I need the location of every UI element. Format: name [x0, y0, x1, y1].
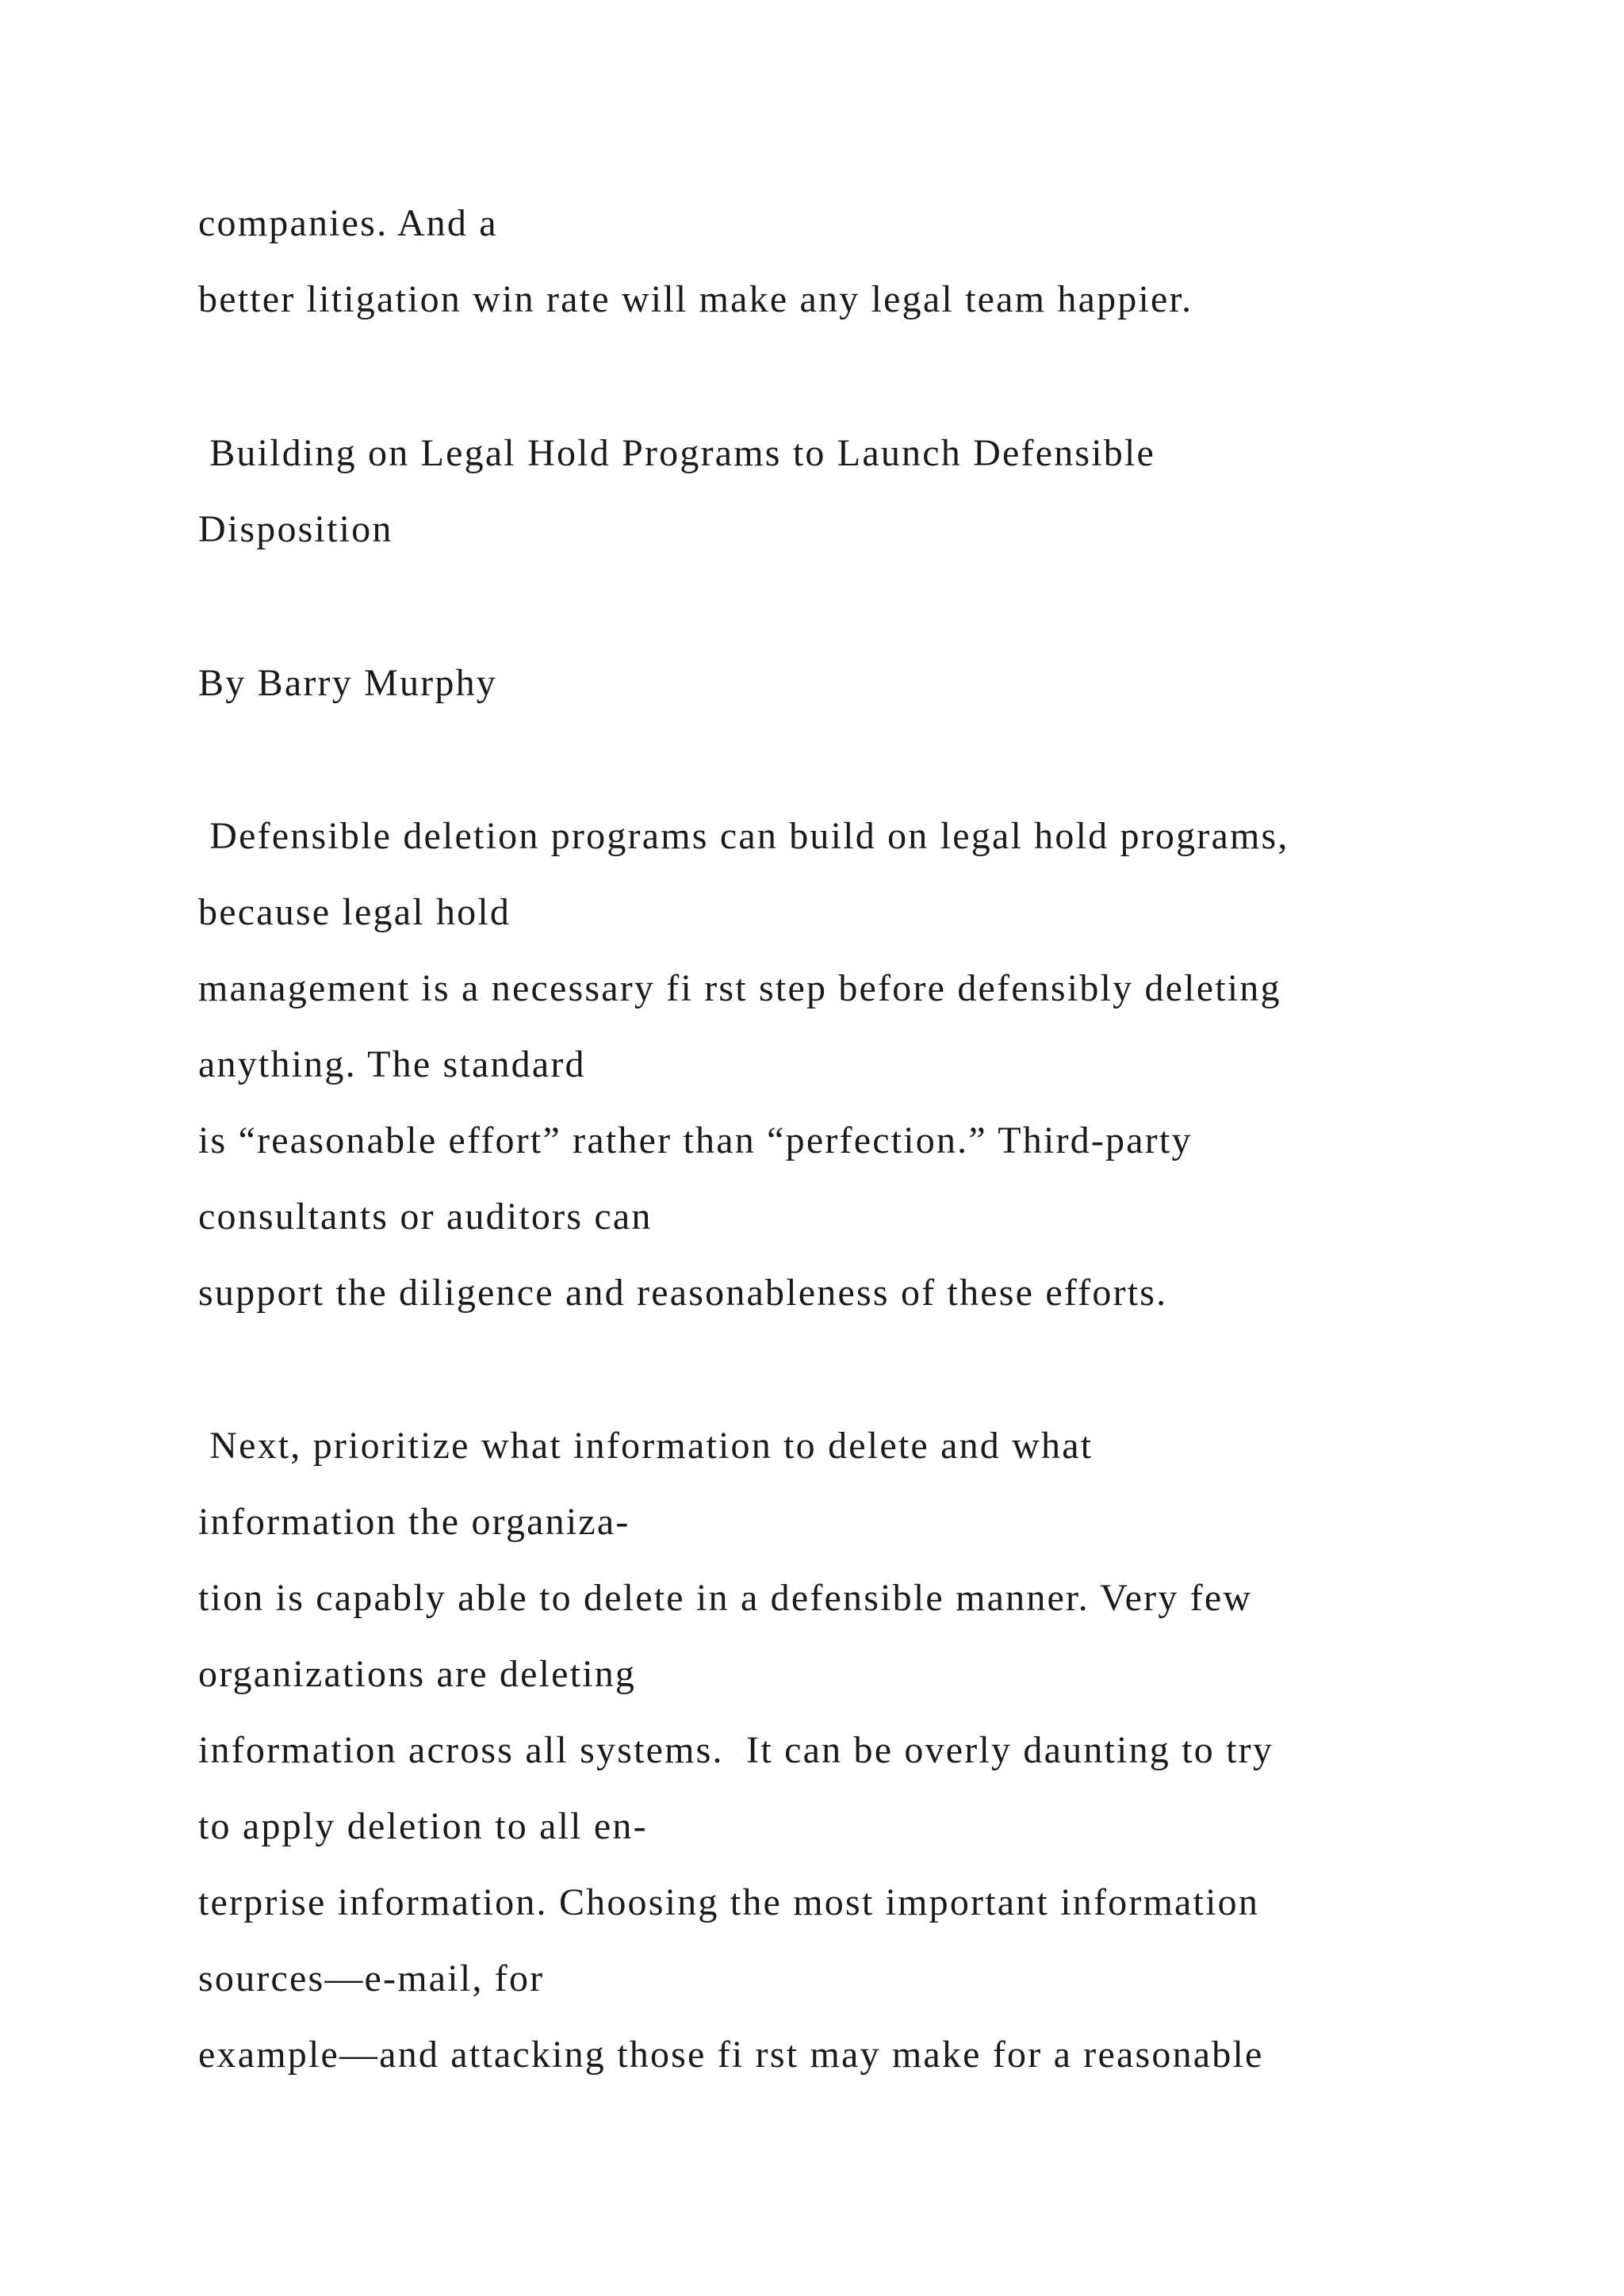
- text-line: consultants or auditors can: [198, 1196, 653, 1238]
- text-line: example—and attacking those fi rst may make for a reasonable: [198, 2034, 1264, 2076]
- text-line: terprise information. Choosing the most important information: [198, 1881, 1260, 1923]
- section-heading: Disposition: [198, 508, 393, 550]
- text-line: companies. And a: [198, 202, 498, 244]
- text-line: management is a necessary fi rst step before defensibly deleting: [198, 967, 1281, 1009]
- section-heading: Building on Legal Hold Programs to Launch Defensible: [198, 432, 1156, 474]
- text-line: better litigation win rate will make any legal team happier.: [198, 278, 1193, 320]
- text-line: information across all systems. It can be overly daunting to try: [198, 1729, 1274, 1771]
- text-line: sources—e-mail, for: [198, 1957, 545, 1999]
- text-line: information the organiza-: [198, 1501, 630, 1543]
- text-line: is “reasonable effort” rather than “perfection.” Third-party: [198, 1119, 1193, 1161]
- byline: By Barry Murphy: [198, 662, 497, 704]
- text-line: because legal hold: [198, 891, 511, 933]
- text-line: support the diligence and reasonableness of these efforts.: [198, 1272, 1168, 1314]
- text-line: anything. The standard: [198, 1043, 586, 1085]
- text-line: organizations are deleting: [198, 1653, 637, 1695]
- text-line: tion is capably able to delete in a defensible manner. Very few: [198, 1577, 1253, 1619]
- text-line: Defensible deletion programs can build on legal hold programs,: [198, 815, 1289, 857]
- text-line: Next, prioritize what information to delete and what: [198, 1425, 1094, 1467]
- text-line: to apply deletion to all en-: [198, 1805, 648, 1847]
